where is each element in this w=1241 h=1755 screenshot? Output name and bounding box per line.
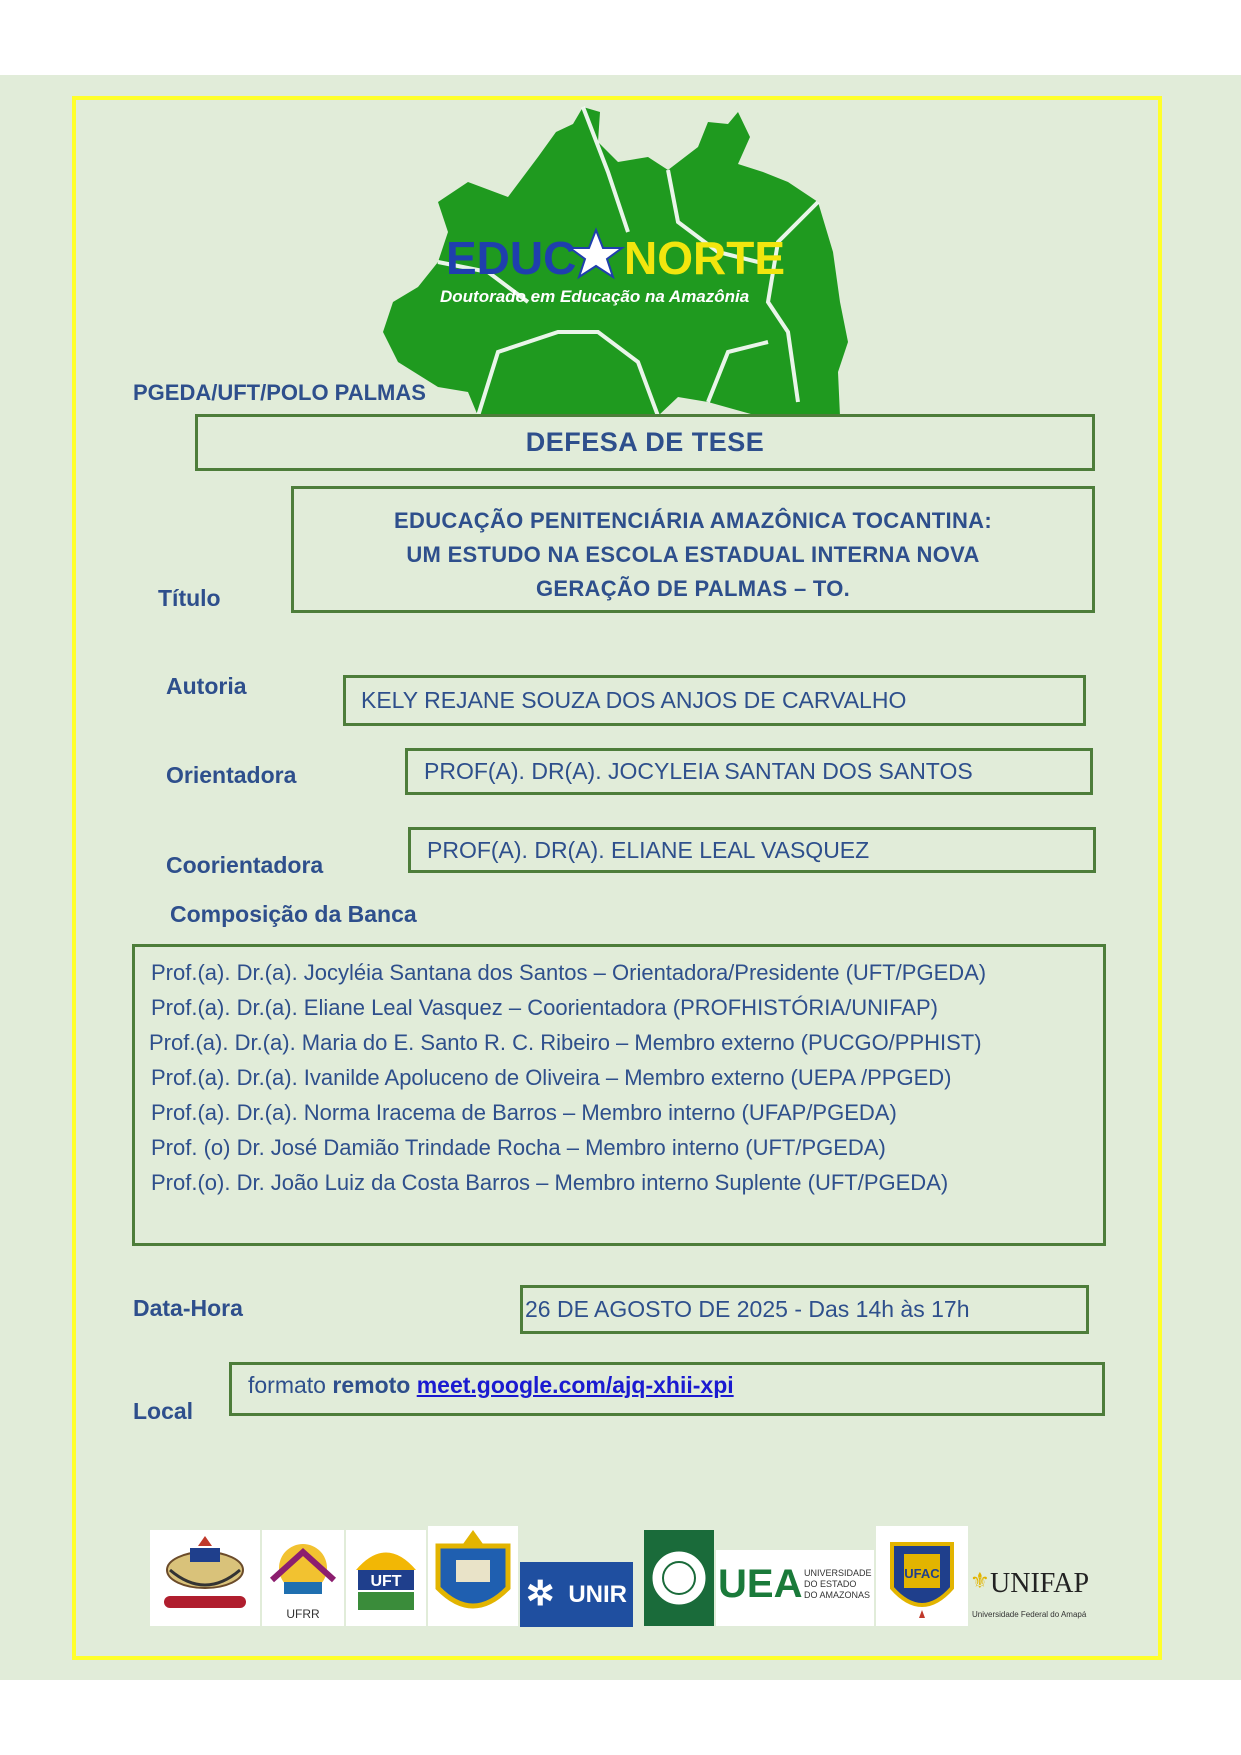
logo-text-educ: EDUC [446, 232, 577, 284]
uea-text: UEA [718, 1562, 803, 1606]
ufac-text: UFAC [904, 1566, 940, 1581]
unifap-subtext: Universidade Federal do Amapá [972, 1610, 1087, 1619]
crest-logo-2 [428, 1526, 518, 1626]
advisor-box [405, 748, 1093, 795]
unifap-logo [970, 1560, 1090, 1626]
title-label: Título [158, 585, 221, 611]
thesis-title-line: UM ESTUDO NA ESCOLA ESTADUAL INTERNA NOVA [406, 542, 980, 567]
location-mode: remoto [332, 1372, 411, 1398]
uft-text: UFT [370, 1573, 402, 1590]
coadvisor-label: Coorientadora [166, 852, 324, 878]
thesis-title-line: EDUCAÇÃO PENITENCIÁRIA AMAZÔNICA TOCANTINA: [394, 508, 992, 533]
datetime-box [520, 1285, 1089, 1334]
datetime-label: Data-Hora [133, 1295, 243, 1321]
educ-norte-logo [378, 102, 850, 416]
page-title: DEFESA DE TESE [525, 427, 765, 457]
logo-text-norte: NORTE [624, 232, 785, 284]
uft-logo [346, 1530, 426, 1626]
crest-logo-1 [150, 1530, 260, 1626]
coadvisor-box [408, 827, 1096, 873]
unifap-text: UNIFAP [990, 1568, 1090, 1599]
advisor-name: PROF(A). DR(A). JOCYLEIA SANTAN DOS SANTOS [424, 758, 973, 784]
meeting-link[interactable]: meet.google.com/ajq-xhii-xpi [416, 1372, 734, 1398]
logo-tagline: Doutorado em Educação na Amazônia [440, 287, 750, 306]
author-box [343, 675, 1086, 726]
unifap-crest-icon: ⚜ [970, 1568, 990, 1593]
committee-member: Prof.(a). Dr.(a). Maria do E. Santo R. C. Ribeiro – Membro externo (PUCGO/PPHIST) [149, 1030, 982, 1055]
ufac-logo [876, 1526, 968, 1626]
heading-box [195, 414, 1095, 471]
location-line [248, 1365, 1102, 1405]
committee-member: Prof.(o). Dr. João Luiz da Costa Barros – Membro interno Suplente (UFT/PGEDA) [151, 1170, 949, 1195]
thesis-title-line: GERAÇÃO DE PALMAS – TO. [535, 576, 851, 601]
location-prefix: formato [248, 1372, 326, 1398]
seal-logo [644, 1530, 714, 1626]
unir-logo [520, 1562, 633, 1627]
uea-subtext: UNIVERSIDADE DO ESTADO DO AMAZONAS [804, 1568, 872, 1600]
committee-member: Prof.(a). Dr.(a). Ivanilde Apoluceno de Oliveira – Membro externo (UEPA /PPGED) [151, 1065, 952, 1090]
program-label: PGEDA/UFT/POLO PALMAS [133, 380, 426, 405]
event-datetime: 26 DE AGOSTO DE 2025 - Das 14h às 17h [525, 1296, 970, 1322]
advisor-label: Orientadora [166, 762, 297, 788]
location-box [229, 1362, 1105, 1416]
author-name: KELY REJANE SOUZA DOS ANJOS DE CARVALHO [361, 687, 907, 713]
thesis-title-box [291, 486, 1095, 613]
committee-member: Prof.(a). Dr.(a). Eliane Leal Vasquez – Coorientadora (PROFHISTÓRIA/UNIFAP) [151, 995, 938, 1020]
unir-star-icon: ✲ [526, 1575, 555, 1613]
committee-member: Prof.(a). Dr.(a). Jocyléia Santana dos Santos – Orientadora/Presidente (UFT/PGEDA) [151, 960, 987, 985]
committee-box [132, 944, 1106, 1246]
committee-label: Composição da Banca [170, 901, 417, 927]
author-label: Autoria [166, 673, 247, 699]
ufrr-text: UFRR [286, 1607, 320, 1621]
uea-logo [716, 1550, 874, 1626]
committee-member: Prof. (o) Dr. José Damião Trindade Rocha – Membro interno (UFT/PGEDA) [151, 1135, 886, 1160]
committee-member: Prof.(a). Dr.(a). Norma Iracema de Barros – Membro interno (UFAP/PGEDA) [151, 1100, 897, 1125]
ufrr-logo [262, 1530, 344, 1626]
coadvisor-name: PROF(A). DR(A). ELIANE LEAL VASQUEZ [427, 837, 870, 863]
unir-text: UNIR [568, 1581, 627, 1608]
location-label: Local [133, 1398, 194, 1424]
